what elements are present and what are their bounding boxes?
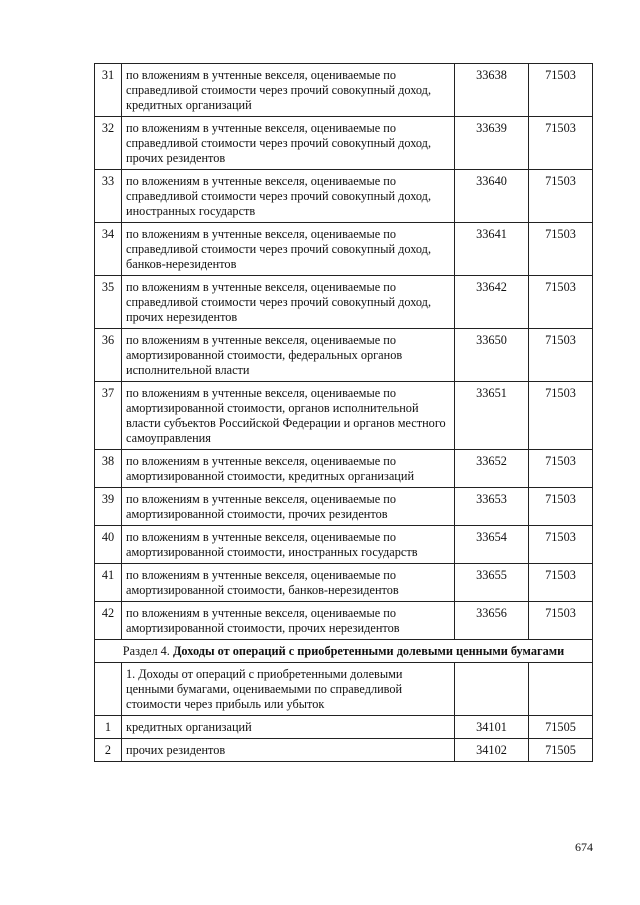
row-code: 34102: [455, 739, 529, 762]
section-prefix: Раздел 4.: [122, 644, 170, 658]
row-account: 71503: [529, 276, 593, 329]
row-number: 40: [95, 526, 122, 564]
table-row: [95, 329, 593, 382]
row-description: по вложениям в учтенные векселя, оцениваемые по справедливой стоимости через прочий совокупный доход, прочих резидентов: [122, 117, 455, 170]
table-row: [95, 117, 593, 170]
row-description: кредитных организаций: [122, 716, 455, 739]
row-account: 71505: [529, 716, 593, 739]
row-account: 71503: [529, 602, 593, 640]
section-heading: [95, 640, 593, 663]
row-number: 37: [95, 382, 122, 450]
page-number: 674: [575, 840, 593, 854]
row-code: 33641: [455, 223, 529, 276]
row-account: 71503: [529, 450, 593, 488]
row-number: 32: [95, 117, 122, 170]
row-code: [455, 663, 529, 716]
row-description: по вложениям в учтенные векселя, оцениваемые по справедливой стоимости через прочий совокупный доход, прочих нерезидентов: [122, 276, 455, 329]
row-number: 31: [95, 64, 122, 117]
row-description: по вложениям в учтенные векселя, оцениваемые по амортизированной стоимости, федеральных органов исполнительной власти: [122, 329, 455, 382]
row-account: 71503: [529, 329, 593, 382]
section-row: [95, 640, 593, 663]
row-number: 38: [95, 450, 122, 488]
accounts-table: [94, 63, 593, 762]
row-account: 71503: [529, 223, 593, 276]
row-number: 33: [95, 170, 122, 223]
table-row: [95, 382, 593, 450]
table-row: [95, 564, 593, 602]
row-code: 33638: [455, 64, 529, 117]
row-number: 35: [95, 276, 122, 329]
row-account: 71503: [529, 488, 593, 526]
row-code: 33654: [455, 526, 529, 564]
row-number: 41: [95, 564, 122, 602]
subheading-row: [95, 663, 593, 716]
row-code: 33639: [455, 117, 529, 170]
table-row: [95, 739, 593, 762]
row-code: 33652: [455, 450, 529, 488]
table-body-part-1: [95, 64, 593, 640]
row-code: 33642: [455, 276, 529, 329]
row-code: 34101: [455, 716, 529, 739]
row-description: по вложениям в учтенные векселя, оцениваемые по амортизированной стоимости, прочих резидентов: [122, 488, 455, 526]
row-code: 33650: [455, 329, 529, 382]
row-description: по вложениям в учтенные векселя, оцениваемые по амортизированной стоимости, банков-нерезидентов: [122, 564, 455, 602]
row-account: [529, 663, 593, 716]
section-title: Доходы от операций с приобретенными долевыми ценными бумагами: [172, 644, 565, 658]
table-row: [95, 450, 593, 488]
row-number: [95, 663, 122, 716]
table-row: [95, 526, 593, 564]
row-description: по вложениям в учтенные векселя, оцениваемые по справедливой стоимости через прочий совокупный доход, банков-нерезидентов: [122, 223, 455, 276]
row-number: 42: [95, 602, 122, 640]
table-row: [95, 488, 593, 526]
row-description: по вложениям в учтенные векселя, оцениваемые по амортизированной стоимости, иностранных государств: [122, 526, 455, 564]
table-row: [95, 276, 593, 329]
row-code: 33655: [455, 564, 529, 602]
row-code: 33653: [455, 488, 529, 526]
section-heading-body: [95, 640, 593, 716]
row-account: 71503: [529, 170, 593, 223]
row-account: 71505: [529, 739, 593, 762]
row-description: по вложениям в учтенные векселя, оцениваемые по амортизированной стоимости, органов исполнительной власти субъектов Российской Федерации и органов местного самоуправления: [122, 382, 455, 450]
row-account: 71503: [529, 64, 593, 117]
table-row: [95, 223, 593, 276]
row-description: по вложениям в учтенные векселя, оцениваемые по амортизированной стоимости, прочих нерезидентов: [122, 602, 455, 640]
row-account: 71503: [529, 382, 593, 450]
row-number: 1: [95, 716, 122, 739]
row-description: по вложениям в учтенные векселя, оцениваемые по справедливой стоимости через прочий совокупный доход, кредитных организаций: [122, 64, 455, 117]
table-body-part-2: [95, 716, 593, 762]
subheading-text: 1. Доходы от операций с приобретенными долевыми ценными бумагами, оцениваемыми по справедливой стоимости через прибыль или убыток: [122, 663, 455, 716]
table-row: [95, 716, 593, 739]
row-code: 33651: [455, 382, 529, 450]
table-row: [95, 602, 593, 640]
row-number: 36: [95, 329, 122, 382]
table-row: [95, 64, 593, 117]
row-code: 33640: [455, 170, 529, 223]
row-code: 33656: [455, 602, 529, 640]
row-number: 34: [95, 223, 122, 276]
row-account: 71503: [529, 564, 593, 602]
row-number: 2: [95, 739, 122, 762]
row-account: 71503: [529, 526, 593, 564]
row-description: по вложениям в учтенные векселя, оцениваемые по справедливой стоимости через прочий совокупный доход, иностранных государств: [122, 170, 455, 223]
row-description: прочих резидентов: [122, 739, 455, 762]
row-account: 71503: [529, 117, 593, 170]
row-number: 39: [95, 488, 122, 526]
row-description: по вложениям в учтенные векселя, оцениваемые по амортизированной стоимости, кредитных организаций: [122, 450, 455, 488]
table-row: [95, 170, 593, 223]
